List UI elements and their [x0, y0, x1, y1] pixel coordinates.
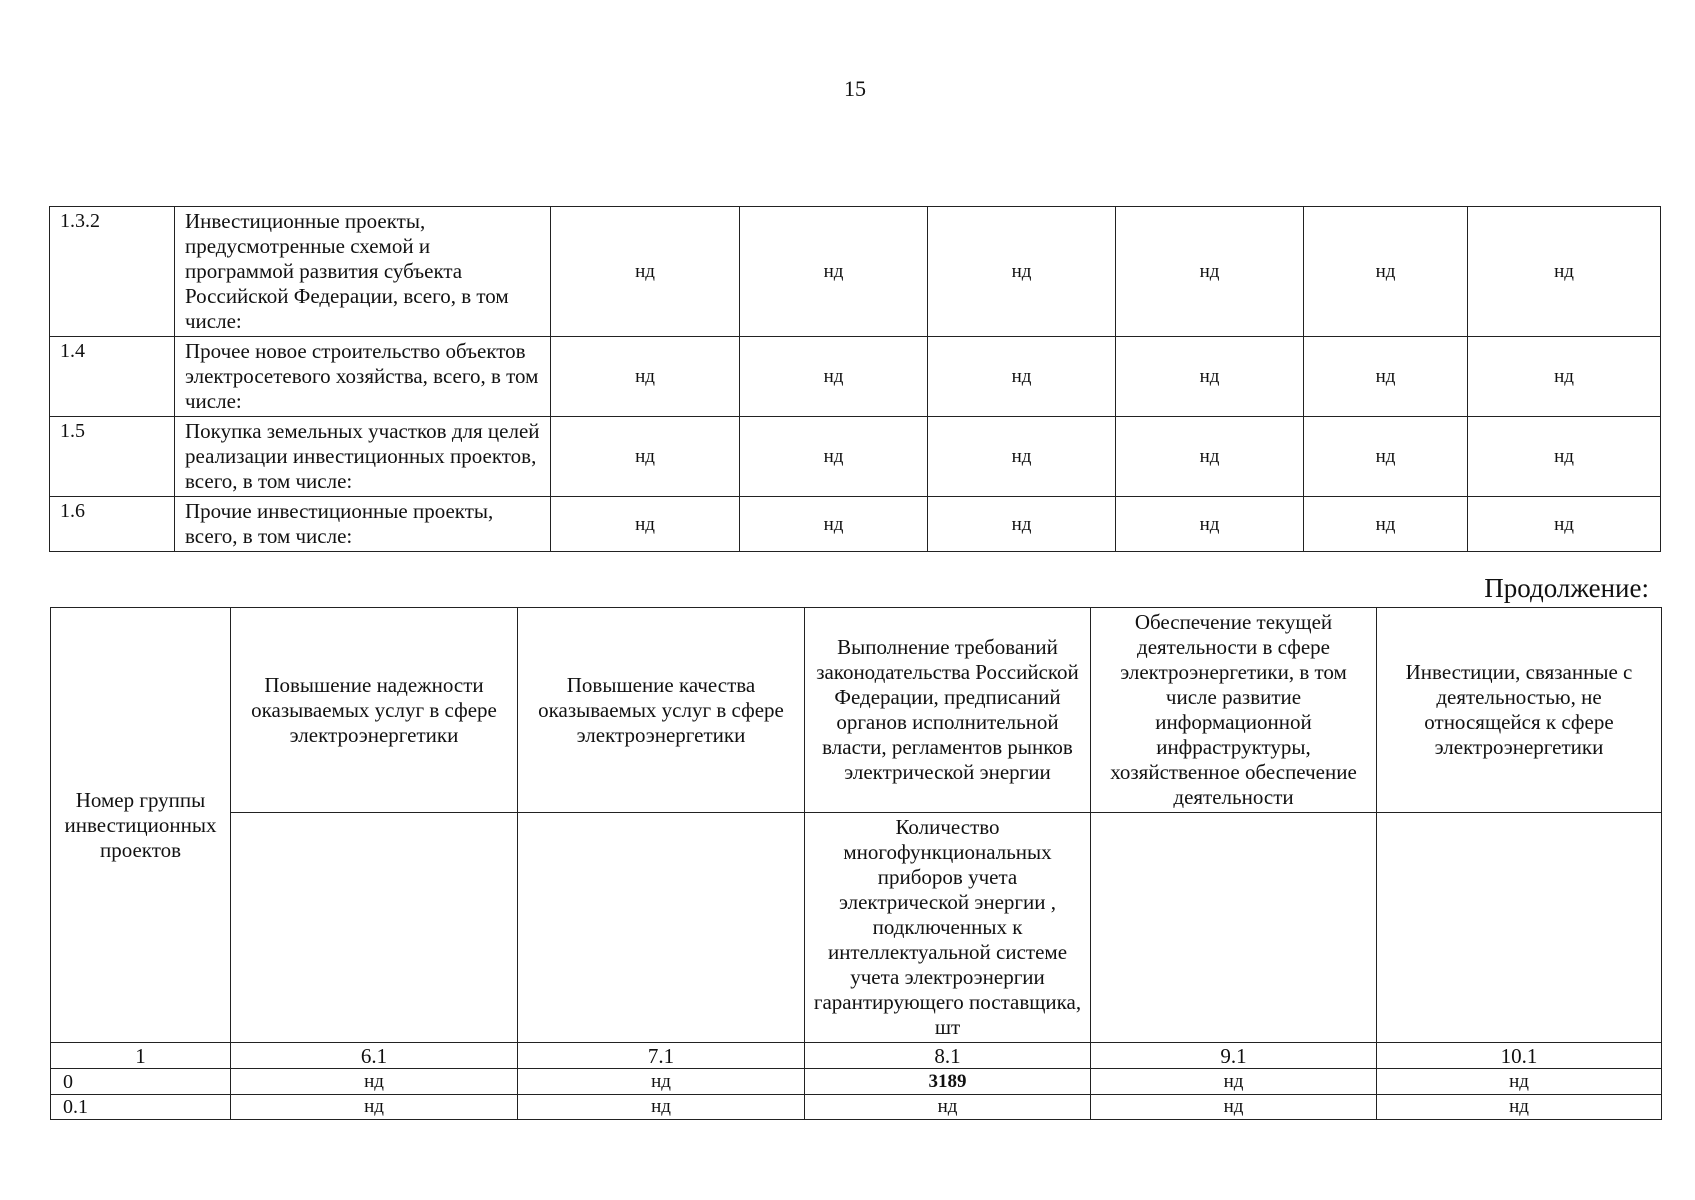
header-legal-requirements: Выполнение требований законодательства Российской Федерации, предписаний органов исполнительной власти, регламентов рынков электрической энергии [805, 608, 1091, 813]
row-code: 1.4 [50, 337, 175, 417]
header-reliability: Повышение надежности оказываемых услуг в сфере электроэнергетики [231, 608, 518, 813]
cell-value: нд [518, 1095, 805, 1120]
investment-projects-table [49, 206, 1661, 552]
row-name: Покупка земельных участков для целей реализации инвестиционных проектов, всего, в том числе: [175, 417, 551, 497]
cell-value: нд [928, 337, 1116, 417]
cell-value: нд [740, 337, 928, 417]
cell-value: нд [231, 1069, 518, 1095]
cell-value: нд [1377, 1069, 1662, 1095]
cell-value: нд [1304, 417, 1468, 497]
table-row [50, 417, 1661, 497]
cell-value: нд [1091, 1069, 1377, 1095]
column-number: 1 [51, 1043, 231, 1069]
row-code: 0.1 [51, 1095, 231, 1120]
cell-value: нд [928, 497, 1116, 552]
row-code: 1.6 [50, 497, 175, 552]
cell-value: нд [551, 417, 740, 497]
page-number: 15 [844, 76, 866, 101]
row-name: Инвестиционные проекты, предусмотренные схемой и программой развития субъекта Российской Федерации, всего, в том числе: [175, 207, 551, 337]
cell-value: нд [551, 337, 740, 417]
cell-value: нд [1468, 337, 1661, 417]
header-row [51, 608, 1662, 813]
cell-value: нд [740, 497, 928, 552]
table-row [51, 1069, 1662, 1095]
cell-value: нд [1468, 497, 1661, 552]
cell-value: нд [231, 1095, 518, 1120]
header-other-investments: Инвестиции, связанные с деятельностью, не относящейся к сфере электроэнергетики [1377, 608, 1662, 813]
header-meters-count: Количество многофункциональных приборов учета электрической энергии , подключенных к интеллектуальной системе учета электроэнергии гарантирующего поставщика, шт [805, 813, 1091, 1043]
cell-value: нд [1116, 497, 1304, 552]
column-number: 6.1 [231, 1043, 518, 1069]
cell-value: нд [805, 1095, 1091, 1120]
empty-cell [1091, 813, 1377, 1043]
cell-value: нд [1091, 1095, 1377, 1120]
cell-value: нд [1468, 417, 1661, 497]
table-row [50, 337, 1661, 417]
header-group-number: Номер группы инвестиционных проектов [51, 608, 231, 1043]
row-code: 1.5 [50, 417, 175, 497]
header-current-activity: Обеспечение текущей деятельности в сфере электроэнергетики, в том числе развитие информационной инфраструктуры, хозяйственное обеспечение деятельности [1091, 608, 1377, 813]
continuation-label: Продолжение: [1484, 573, 1649, 603]
column-number: 9.1 [1091, 1043, 1377, 1069]
row-code: 0 [51, 1069, 231, 1095]
cell-value: нд [518, 1069, 805, 1095]
cell-value: нд [1116, 207, 1304, 337]
row-name: Прочие инвестиционные проекты, всего, в том числе: [175, 497, 551, 552]
cell-value: нд [1304, 497, 1468, 552]
header-quality: Повышение качества оказываемых услуг в сфере электроэнергетики [518, 608, 805, 813]
cell-value: нд [740, 207, 928, 337]
column-number: 7.1 [518, 1043, 805, 1069]
cell-value: нд [551, 497, 740, 552]
cell-value: нд [1304, 207, 1468, 337]
table-row [51, 1095, 1662, 1120]
column-number: 10.1 [1377, 1043, 1662, 1069]
cell-value-meters: 3189 [805, 1069, 1091, 1095]
cell-value: нд [1116, 337, 1304, 417]
investment-groups-table [50, 607, 1662, 1120]
column-number: 8.1 [805, 1043, 1091, 1069]
empty-cell [231, 813, 518, 1043]
empty-cell [1377, 813, 1662, 1043]
cell-value: нд [551, 207, 740, 337]
column-numbers-row [51, 1043, 1662, 1069]
cell-value: нд [1468, 207, 1661, 337]
empty-cell [518, 813, 805, 1043]
row-name: Прочее новое строительство объектов электросетевого хозяйства, всего, в том числе: [175, 337, 551, 417]
table-row [50, 497, 1661, 552]
cell-value: нд [928, 417, 1116, 497]
row-code: 1.3.2 [50, 207, 175, 337]
subheader-row [51, 813, 1662, 1043]
table-row [50, 207, 1661, 337]
cell-value: нд [1304, 337, 1468, 417]
cell-value: нд [928, 207, 1116, 337]
cell-value: нд [1116, 417, 1304, 497]
cell-value: нд [740, 417, 928, 497]
cell-value: нд [1377, 1095, 1662, 1120]
